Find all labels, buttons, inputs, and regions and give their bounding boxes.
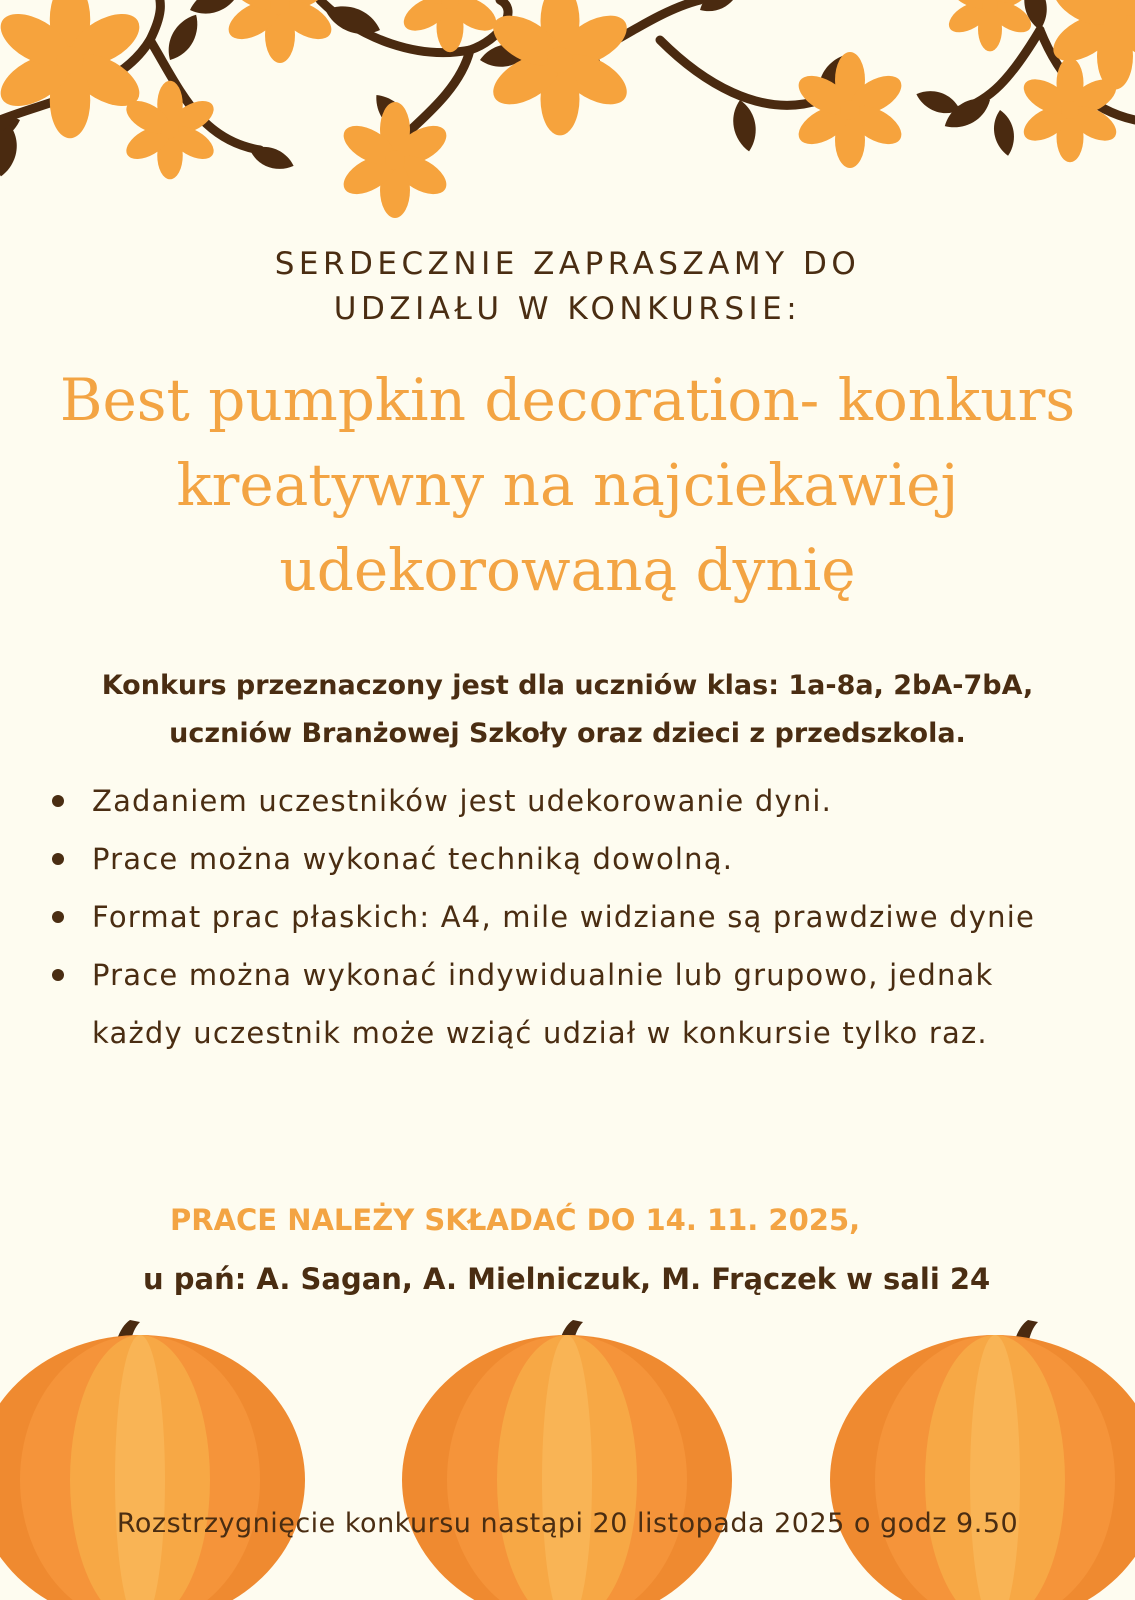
rule-text: Format prac płaskich: A4, mile widziane są prawdziwe dynie [92, 900, 1036, 934]
rule-text: Zadaniem uczestników jest udekorowanie dyni. [92, 784, 833, 818]
title-line-3: udekorowaną dynię [279, 536, 856, 604]
pumpkin-middle [402, 1335, 732, 1600]
rule-text: Prace można wykonać techniką dowolną. [92, 842, 734, 876]
bullet-icon [52, 795, 64, 807]
deadline-text: PRACE NALEŻY SKŁADAĆ DO 14. 11. 2025, [170, 1203, 861, 1237]
bullet-icon [52, 911, 64, 923]
title-line-1: Best pumpkin decoration- konkurs [59, 366, 1076, 434]
submission-place-text: u pań: A. Sagan, A. Mielniczuk, M. Frączek w sali 24 [143, 1262, 991, 1296]
results-announcement-text: Rozstrzygnięcie konkursu nastąpi 20 listopada 2025 o godz 9.50 [116, 1508, 1019, 1539]
pumpkin-right [830, 1335, 1135, 1600]
rule-item [50, 772, 1090, 830]
rules-list [50, 772, 1090, 1062]
rule-item [50, 830, 1090, 888]
bullet-icon [52, 969, 64, 981]
invitation-line-1: SERDECZNIE ZAPRASZAMY DO [274, 246, 861, 282]
bullet-icon [52, 853, 64, 865]
target-audience-line-1: Konkurs przeznaczony jest dla uczniów klas: 1a-8a, 2bA-7bA, [101, 670, 1034, 701]
rule-text: Prace można wykonać indywidualnie lub grupowo, jednak każdy uczestnik może wziąć udział w konkursie tylko raz. [92, 958, 994, 1050]
pumpkin-row-decoration [0, 1320, 1135, 1600]
invitation-line-2: UDZIAŁU W KONKURSIE: [333, 291, 802, 327]
flower-vine-decoration [0, 0, 1135, 225]
target-audience-line-2: uczniów Branżowej Szkoły oraz dzieci z przedszkola. [169, 718, 966, 749]
title-line-2: kreatywny na najciekawiej [176, 451, 959, 519]
rule-item [50, 946, 1090, 1062]
rule-item [50, 888, 1090, 946]
pumpkin-left [0, 1335, 305, 1600]
